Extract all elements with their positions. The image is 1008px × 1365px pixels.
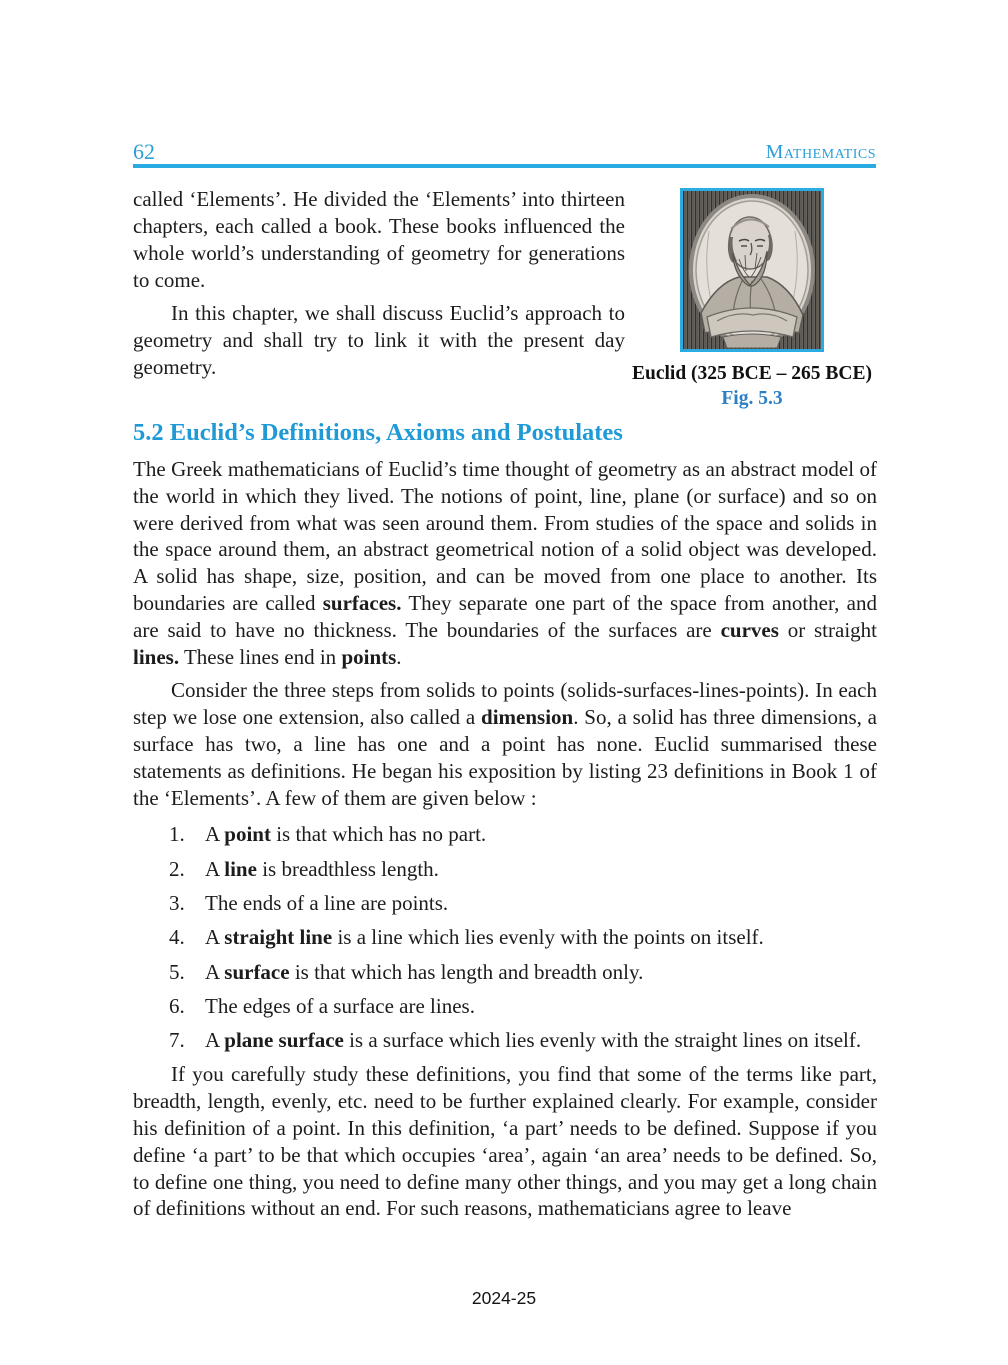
definition-text: A point is that which has no part. — [205, 822, 487, 847]
definition-item — [133, 1027, 877, 1054]
definition-number: 2. — [169, 856, 185, 881]
figure-caption: Euclid (325 BCE – 265 BCE) — [632, 363, 872, 384]
main-body — [133, 456, 877, 1222]
definitions-list — [133, 821, 877, 1054]
definition-number: 7. — [169, 1028, 185, 1053]
definition-item — [133, 924, 877, 951]
definition-item — [133, 856, 877, 883]
definition-text: The edges of a surface are lines. — [205, 993, 475, 1018]
euclid-figure — [617, 188, 887, 410]
definition-item — [133, 959, 877, 986]
definition-item — [133, 993, 877, 1020]
intro-paragraph-2: In this chapter, we shall discuss Euclid’s approach to geometry and shall try to link it with the present day geometry. — [133, 301, 625, 379]
definition-text: A straight line is a line which lies evenly with the points on itself. — [205, 925, 764, 950]
definition-text: The ends of a line are points. — [205, 890, 449, 915]
section-heading: 5.2 Euclid’s Definitions, Axioms and Postulates — [133, 419, 623, 446]
figure-label: Fig. 5.3 — [721, 388, 783, 409]
body-paragraph-dimensions: Consider the three steps from solids to points (solids-surfaces-lines-points). In each step we lose one extension, also called a dimension. So, a solid has three dimensions, a surface has two, a line has one and a point has none. Euclid summarised these statements as definitions. He began his exposition by listing 23 definitions in Book 1 of the ‘Elements’. A few of them are given below : — [133, 678, 878, 810]
running-head: Mathematics — [765, 141, 876, 163]
definition-item — [133, 821, 877, 848]
definition-number: 4. — [169, 925, 185, 950]
definition-item — [133, 890, 877, 917]
definition-number: 6. — [169, 993, 185, 1018]
definition-number: 1. — [169, 822, 185, 847]
definition-text: A surface is that which has length and breadth only. — [205, 959, 644, 984]
intro-section — [133, 186, 625, 381]
definition-text: A line is breadthless length. — [205, 856, 439, 881]
body-paragraph-terms: If you carefully study these definitions, you find that some of the terms like part, breadth, length, evenly, etc. need to be further explained clearly. For example, consider his definition of a point. In this definition, ‘a part’ needs to be defined. Suppose if you define ‘a part’ to be that which occupies ‘area’, again ‘an area’ needs to be defined. So, to define one thing, you need to define many other things, and you may get a long chain of definitions without an end. For such reasons, mathematicians agree to leave — [133, 1062, 877, 1221]
page-number: 62 — [133, 139, 155, 164]
header-rule — [133, 164, 876, 168]
body-paragraph-solids: The Greek mathematicians of Euclid’s time thought of geometry as an abstract model of the world in which they lived. The notions of point, line, plane (or surface) and so on were derived from what was seen around them. From studies of the space and solids in the space around them, an abstract geometrical notion of a solid object was developed. A solid has shape, size, position, and can be moved from one place to another. Its boundaries are called surfaces. They separate one part of the space from another, and are said to have no thickness. The boundaries of the surfaces are curves or straight lines. These lines end in points. — [133, 457, 877, 669]
definition-number: 5. — [169, 959, 185, 984]
intro-paragraph-1: called ‘Elements’. He divided the ‘Elements’ into thirteen chapters, each called a book. These books influenced the whole world’s understanding of geometry for generations to come. — [133, 187, 625, 292]
page-footer: 2024-25 — [471, 1288, 537, 1308]
euclid-portrait — [683, 191, 821, 349]
definition-number: 3. — [169, 890, 185, 915]
portrait-frame — [680, 188, 824, 352]
definition-text: A plane surface is a surface which lies evenly with the straight lines on itself. — [205, 1028, 862, 1053]
